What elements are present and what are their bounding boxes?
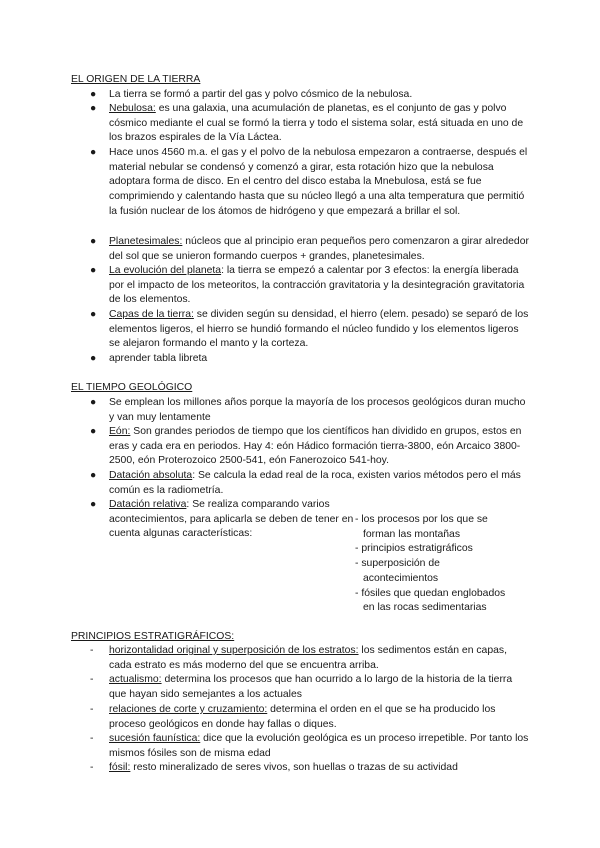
dash-icon: - xyxy=(90,762,94,773)
dash-icon: - xyxy=(90,733,94,744)
item-text: Hace unos 4560 m.a. el gas y el polvo de la nebulosa empezaron a contraerse, después el material nebular se condensó y comenzó a girar, esta rotación hizo que la nebulosa adoptara forma de disco. En el centro del disco estaba la Mnebulosa, está se fue comprimiendo y calentando hasta que su núcleo llegó a una alta temperatura que permitió la fusión nuclear de los átomos de hidrógeno y que empezará a brillar el sol. xyxy=(109,147,528,217)
bullet-icon: ● xyxy=(90,309,97,320)
dash-icon: - xyxy=(90,645,94,656)
item-term: Datación relativa xyxy=(109,499,187,510)
list-item xyxy=(90,264,530,308)
item-term: relaciones de corte y cruzamiento: xyxy=(109,704,268,715)
bullet-icon: ● xyxy=(90,89,97,100)
sub-list-item: - fósiles que quedan englobados en las rocas sedimentarias xyxy=(355,587,506,614)
item-term: horizontalidad original y superposición de los estratos: xyxy=(109,645,359,656)
item-term: Nebulosa: xyxy=(109,103,156,114)
item-term: Datación absoluta xyxy=(109,470,193,481)
bullet-icon: ● xyxy=(90,499,97,510)
bullet-icon: ● xyxy=(90,426,97,437)
list-item xyxy=(90,396,530,425)
sub-list-item: - principios estratigráficos xyxy=(355,543,473,555)
list-item xyxy=(90,469,530,498)
item-text: Eón: Son grandes periodos de tiempo que los científicos han dividido en grupos, estos en eras y cada era en periodos. Hay 4: eón Hádico formación tierra-3800, eón Arcaico 3800-2500, eón Proterozoico 2500-541, eón Fanerozoico 541-hoy. xyxy=(109,426,522,467)
item-text: La tierra se formó a partir del gas y polvo cósmico de la nebulosa. xyxy=(109,89,413,100)
sub-list-item: - los procesos por los que se forman las montañas xyxy=(355,514,488,540)
list-item xyxy=(90,88,530,103)
list-item xyxy=(90,102,530,146)
item-term: fósil: xyxy=(109,762,131,773)
dash-icon: - xyxy=(90,704,94,715)
bullet-icon: ● xyxy=(90,397,97,408)
item-text: Nebulosa: es una galaxia, una acumulación de planetas, es el conjunto de gas y polvo cósmico mediante el cual se formó la tierra y todo el sistema solar, está situada en uno de los brazos espirales de la Vía Láctea. xyxy=(109,103,524,144)
bullet-icon: ● xyxy=(90,236,97,247)
list-item xyxy=(90,761,530,776)
item-text: Datación absoluta: Se calcula la edad real de la roca, existen varios métodos pero el más común es la radiometría. xyxy=(109,470,521,496)
list-item xyxy=(90,732,530,761)
bullet-icon: ● xyxy=(90,103,97,114)
item-text: aprender tabla libreta xyxy=(109,353,208,364)
item-text: fósil: resto mineralizado de seres vivos, son huellas o trazas de su actividad xyxy=(109,762,458,773)
item-term: Eón: xyxy=(109,426,131,437)
list-item xyxy=(90,235,530,264)
sub-list-item: - superposición de acontecimientos xyxy=(355,558,440,584)
sub-list xyxy=(355,513,555,616)
list-item xyxy=(90,308,530,352)
section-heading-origen: EL ORIGEN DE LA TIERRA xyxy=(71,74,201,85)
item-term: Capas de la tierra: xyxy=(109,309,194,320)
item-text: sucesión faunística: dice que la evolución geológica es un proceso irrepetible. Por tanto los mismos fósiles son de misma edad xyxy=(109,733,529,759)
item-term: sucesión faunística: xyxy=(109,733,201,744)
item-text: horizontalidad original y superposición de los estratos: los sedimentos están en capas, cada estrato es más moderno del que se encuentra arriba. xyxy=(109,645,507,671)
bullet-icon: ● xyxy=(90,353,97,364)
item-text: relaciones de corte y cruzamiento: determina el orden en el que se ha producido los proceso geológicos en donde hay fallas o diques. xyxy=(109,704,496,730)
item-term: Planetesimales: xyxy=(109,236,183,247)
list-item xyxy=(90,146,530,220)
list-item xyxy=(90,644,530,673)
bullet-icon: ● xyxy=(90,470,97,481)
item-term: actualismo: xyxy=(109,674,162,685)
item-text: Planetesimales: núcleos que al principio eran pequeños pero comenzaron a girar alrededor del sol que se unieron formando cuerpos + grandes, planetesimales. xyxy=(109,236,529,262)
item-term: La evolución del planeta xyxy=(109,265,222,276)
list-item xyxy=(90,673,530,702)
item-text: Capas de la tierra: se dividen según su densidad, el hierro (elem. pesado) se separó de los elementos ligeros, el hierro se hundió formando el núcleo fundido y los elementos ligeros se alejaron formando el manto y la corteza. xyxy=(109,309,529,350)
dash-icon: - xyxy=(90,674,94,685)
bullet-icon: ● xyxy=(90,265,97,276)
section-heading-principios: PRINCIPIOS ESTRATIGRÁFICOS: xyxy=(71,631,235,642)
item-text: Se emplean los millones años porque la mayoría de los procesos geológicos duran mucho y van muy lentamente xyxy=(109,397,526,423)
item-text: actualismo: determina los procesos que han ocurrido a lo largo de la historia de la tierra que hayan sido semejantes a los actuales xyxy=(109,674,513,700)
list-item xyxy=(90,425,530,469)
bullet-icon: ● xyxy=(90,147,97,158)
list-item xyxy=(90,703,530,732)
item-text: Datación relativa: Se realiza comparando varios acontecimientos, para aplicarla se deben de tener en cuenta algunas características: xyxy=(109,499,354,540)
item-text: La evolución del planeta: la tierra se empezó a calentar por 3 efectos: la energía liberada por el impacto de los meteoritos, la contracción gravitatoria y la desintegración gravitatoria de los elementos. xyxy=(109,265,525,306)
section-heading-tiempo: EL TIEMPO GEOLÓGICO xyxy=(71,382,193,393)
list-item xyxy=(90,352,530,367)
